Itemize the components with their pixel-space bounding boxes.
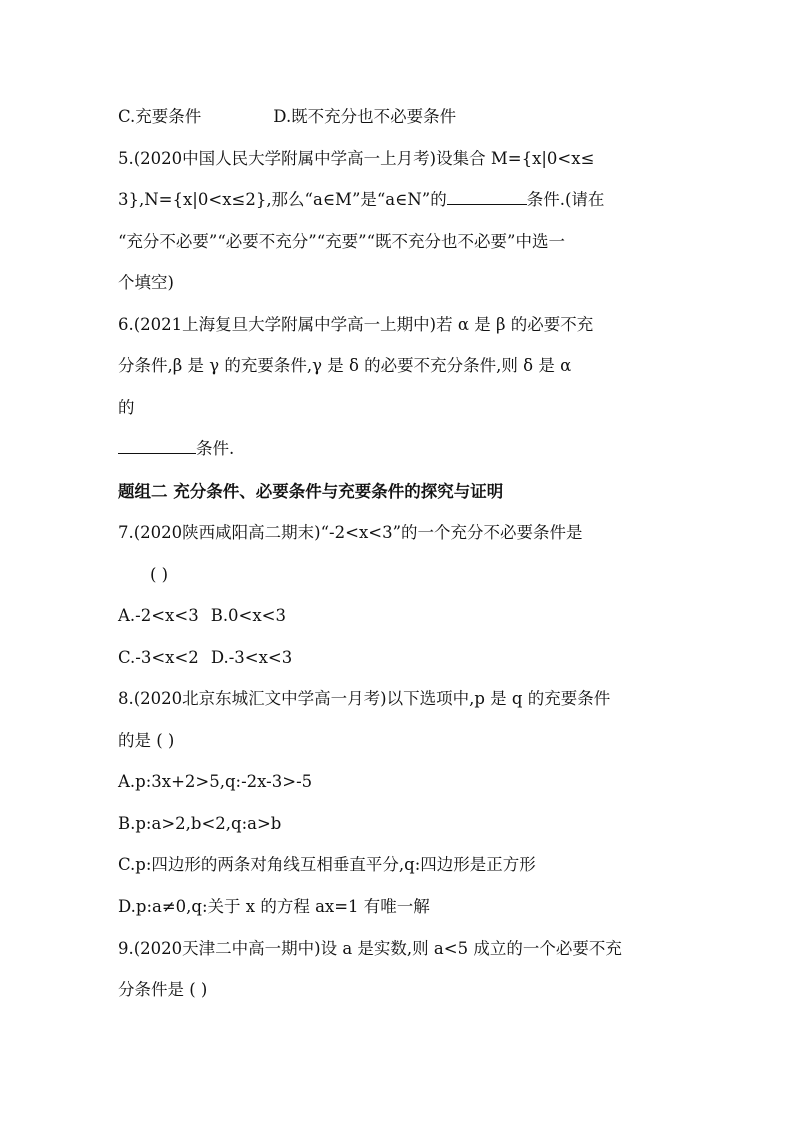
q8-option-b: B.p:a>2,b<2,q:a>b	[118, 814, 282, 833]
q7-answer-paren: ( )	[150, 565, 169, 584]
q8-option-a: A.p:3x+2>5,q:-2x-3>-5	[118, 772, 313, 791]
q5-line-3: “充分不必要”“必要不充分”“充要”“既不充分也不必要”中选一	[118, 232, 565, 251]
q7-options-ab	[118, 605, 286, 627]
q7-option-c: C.-3<x<2	[118, 648, 199, 667]
q7-option-a: A.-2<x<3	[118, 606, 199, 625]
q9-line-1: 9.(2020天津二中高一期中)设 a 是实数,则 a<5 成立的一个必要不充	[118, 939, 622, 958]
q7-line-1: 7.(2020陕西咸阳高二期末)“-2<x<3”的一个充分不必要条件是	[118, 523, 583, 542]
q8-line-1: 8.(2020北京东城汇文中学高一月考)以下选项中,p 是 q 的充要条件	[118, 689, 611, 708]
q4-option-d: D.既不充分也不必要条件	[273, 107, 457, 126]
q6-line-4	[118, 438, 234, 460]
q6-line-4-text: 条件.	[196, 439, 235, 458]
q5-line-2	[118, 189, 604, 211]
q6-line-2: 分条件,β 是 γ 的充要条件,γ 是 δ 的必要不充分条件,则 δ 是 α	[118, 356, 572, 375]
q5-line-4: 个填空)	[118, 273, 174, 292]
q6-answer-blank[interactable]	[118, 438, 196, 454]
q8-option-c: C.p:四边形的两条对角线互相垂直平分,q:四边形是正方形	[118, 855, 536, 874]
q7-options-cd	[118, 647, 292, 669]
q8-option-d: D.p:a≠0,q:关于 x 的方程 ax=1 有唯一解	[118, 897, 430, 916]
q4-options-line	[118, 106, 456, 128]
q5-line-1: 5.(2020中国人民大学附属中学高一上月考)设集合 M={x|0<x≤	[118, 149, 595, 168]
q7-option-d: D.-3<x<3	[210, 648, 293, 667]
q8-line-2: 的是 ( )	[118, 731, 175, 750]
q7-option-b: B.0<x<3	[210, 606, 287, 625]
q4-option-c: C.充要条件	[118, 107, 202, 126]
q5-line-2-tail: 条件.(请在	[526, 190, 605, 209]
q5-answer-blank[interactable]	[447, 189, 527, 205]
q6-line-3: 的	[118, 398, 135, 417]
group2-heading: 题组二 充分条件、必要条件与充要条件的探究与证明	[118, 482, 504, 501]
q5-line-2-text: 3},N={x|0<x≤2},那么“a∈M”是“a∈N”的	[118, 190, 447, 209]
q6-line-1: 6.(2021上海复旦大学附属中学高一上期中)若 α 是 β 的必要不充	[118, 315, 594, 334]
q9-line-2: 分条件是 ( )	[118, 980, 208, 999]
